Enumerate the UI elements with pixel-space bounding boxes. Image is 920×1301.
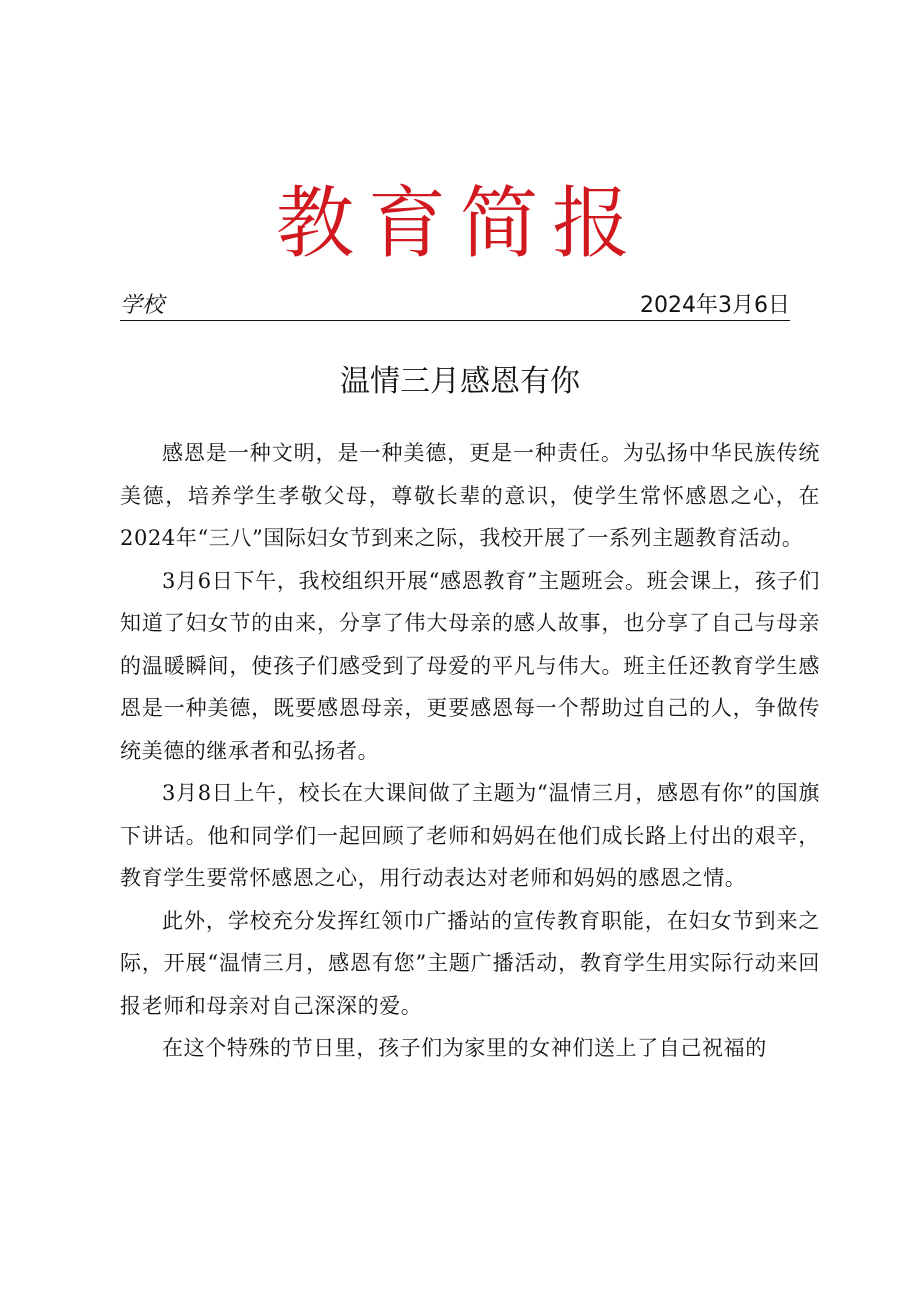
article-paragraph: 此外，学校充分发挥红领巾广播站的宣传教育职能，在妇女节到来之际，开展“温情三月，感恩有您”主题广播活动，教育学生用实际行动来回报老师和母亲对自己深深的爱。 <box>120 908 820 1018</box>
article-body <box>120 432 820 1070</box>
article-paragraph: 3月8日上午，校长在大课间做了主题为“温情三月，感恩有你”的国旗下讲话。他和同学们一起回顾了老师和妈妈在他们成长路上付出的艰辛，教育学生要常怀感恩之心，用行动表达对老师和妈妈的感恩之情。 <box>120 781 820 890</box>
article-paragraph: 感恩是一种文明，是一种美德，更是一种责任。为弘扬中华民族传统美德，培养学生孝敬父母，尊敬长辈的意识，使学生常怀感恩之心，在2024年“三八”国际妇女节到来之际，我校开展了一系列主题教育活动。 <box>120 441 820 550</box>
article-paragraph: 3月6日下午，我校组织开展“感恩教育”主题班会。班会课上，孩子们知道了妇女节的由来，分享了伟大母亲的感人故事，也分享了自己与母亲的温暖瞬间，使孩子们感受到了母爱的平凡与伟大。班主任还教育学生感恩是一种美德，既要感恩母亲，更要感恩每一个帮助过自己的人，争做传统美德的继承者和弘扬者。 <box>120 568 820 763</box>
masthead-title: 教育简报 <box>275 179 644 269</box>
article-headline: 温情三月感恩有你 <box>340 364 580 399</box>
meta-line <box>120 292 790 321</box>
issue-date: 2024年3月6日 <box>640 293 790 318</box>
article-paragraph: 在这个特殊的节日里，孩子们为家里的女神们送上了自己祝福的 <box>162 1036 767 1060</box>
school-label: 学校 <box>120 293 165 318</box>
